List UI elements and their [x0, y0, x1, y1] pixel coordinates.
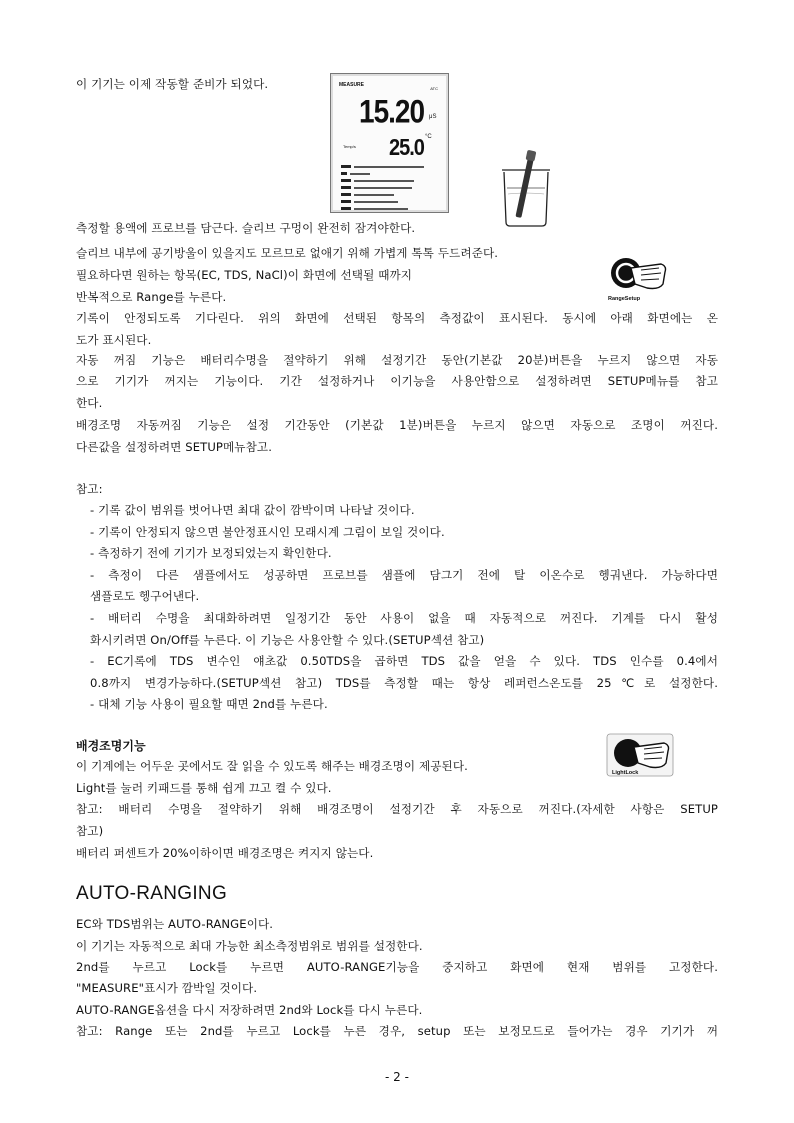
- step-line-6: 도가 표시된다.: [76, 333, 152, 347]
- range-setup-caption: RangeSetup: [608, 296, 641, 302]
- meter-temp-label: Temp/s: [343, 144, 356, 149]
- note-line-4: - 측정이 다른 샘플에서도 성공하면 프로브를 샘플에 담그기 전에 탈 이온수로 헹궈낸다. 가능하다면: [90, 568, 718, 582]
- backlight-line-4: 참고): [76, 824, 104, 838]
- meter-main-value: 15.20: [359, 93, 425, 130]
- auto-ranging-line-4: "MEASURE"표시가 깜박일 것이다.: [76, 981, 258, 995]
- light-lock-caption: LightLock: [612, 770, 639, 776]
- backlight-line-5: 배터리 퍼센트가 20%이하이면 배경조명은 켜지지 않는다.: [76, 846, 374, 860]
- beaker-probe-icon: [496, 150, 556, 228]
- step-line-7: 자동 꺼짐 기능은 배터리수명을 절약하기 위해 설정기간 동안(기본값 20분)버튼을 누르지 않으면 자동: [76, 353, 718, 367]
- note-line-8: - EC기록에 TDS 변수인 얘초값 0.50TDS을 곱하면 TDS 값을 얻을 수 있다. TDS 인수를 0.4에서: [90, 654, 718, 668]
- auto-ranging-line-2: 이 기기는 자동적으로 최대 가능한 최소측정범위로 범위를 설정한다.: [76, 939, 423, 953]
- intro-text: 이 기기는 이제 작동할 준비가 되었다.: [76, 77, 269, 91]
- auto-ranging-line-3: 2nd를 누르고 Lock를 누르면 AUTO-RANGE기능을 중지하고 화면에 현재 범위를 고정한다.: [76, 960, 718, 974]
- meter-measure-label: MEASURE: [339, 82, 365, 88]
- step-line-1: 측정할 용액에 프로브를 담근다. 슬리브 구멍이 완전히 잠겨야한다.: [76, 221, 416, 235]
- backlight-line-3: 참고: 배터리 수명을 절약하기 위해 배경조명이 설정기간 후 자동으로 꺼진다.(자세한 사항은 SETUP: [76, 802, 718, 816]
- step-line-9: 한다.: [76, 396, 103, 410]
- meter-atc-label: ATC: [430, 86, 438, 91]
- step-line-10: 배경조명 자동꺼짐 기능은 설정 기간동안 (기본값 1분)버튼을 누르지 않으면 자동으로 조명이 꺼진다.: [76, 418, 718, 432]
- step-line-4: 반복적으로 Range를 누른다.: [76, 290, 227, 304]
- note-line-5: 샘플로도 헹구어낸다.: [90, 589, 200, 603]
- note-line-7: 화시키려면 On/Off를 누른다. 이 기능은 사용안할 수 있다.(SETUP섹션 참고): [90, 633, 485, 647]
- step-line-11: 다른값을 설정하려면 SETUP메뉴참고.: [76, 440, 272, 454]
- backlight-line-1: 이 기계에는 어두운 곳에서도 잘 읽을 수 있도록 해주는 배경조명이 제공된다.: [76, 759, 468, 773]
- auto-ranging-line-6: 참고: Range 또는 2nd를 누르고 Lock를 누른 경우, setup 또는 보정모드로 들어가는 경우 기기가 꺼: [76, 1024, 718, 1038]
- note-line-1: - 기록 값이 범위를 벗어나면 최대 값이 깜박이며 나타날 것이다.: [90, 503, 415, 517]
- note-line-3: - 측정하기 전에 기기가 보정되었는지 확인한다.: [90, 546, 332, 560]
- note-line-10: - 대체 기능 사용이 필요할 때면 2nd를 누른다.: [90, 697, 328, 711]
- step-line-2: 슬리브 내부에 공기방울이 있을지도 모르므로 없애기 위해 가볍게 톡톡 두드려준다.: [76, 246, 499, 260]
- meter-temp-value: 25.0: [389, 135, 424, 161]
- backlight-heading: 배경조명기능: [76, 739, 146, 753]
- backlight-line-2: Light를 눌러 키패드를 통해 쉽게 끄고 켤 수 있다.: [76, 781, 332, 795]
- meter-display-image: [330, 73, 449, 213]
- auto-ranging-line-1: EC와 TDS범위는 AUTO-RANGE이다.: [76, 917, 274, 931]
- step-line-3: 필요하다면 원하는 항목(EC, TDS, NaCl)이 화면에 선택될 때까지: [76, 268, 413, 282]
- meter-temp-unit: °C: [425, 134, 432, 140]
- note-line-2: - 기록이 안정되지 않으면 불안정표시인 모래시계 그림이 보일 것이다.: [90, 525, 445, 539]
- auto-ranging-heading: AUTO-RANGING: [76, 883, 228, 904]
- page-number: - 2 -: [385, 1070, 409, 1084]
- step-line-8: 으로 기기가 꺼지는 기능이다. 기간 설정하거나 이기능을 사용안함으로 설정하려면 SETUP메뉴를 참고: [76, 374, 718, 388]
- meter-main-unit: μS: [429, 114, 437, 120]
- note-line-6: - 배터리 수명을 최대화하려면 일정기간 동안 사용이 없을 때 자동적으로 꺼진다. 기계를 다시 활성: [90, 611, 718, 625]
- meter-status-rows: [341, 164, 441, 213]
- notes-label: 참고:: [76, 482, 103, 496]
- step-line-5: 기록이 안정되도록 기다린다. 위의 화면에 선택된 항목의 측정값이 표시된다. 동시에 아래 화면에는 온: [76, 311, 718, 325]
- note-line-9: 0.8까지 변경가능하다.(SETUP섹션 참고) TDS를 측정할 때는 항상 레퍼런스온도를 25℃로 설정한다.: [90, 676, 718, 690]
- auto-ranging-line-5: AUTO-RANGE옵션을 다시 저장하려면 2nd와 Lock를 다시 누른다.: [76, 1003, 423, 1017]
